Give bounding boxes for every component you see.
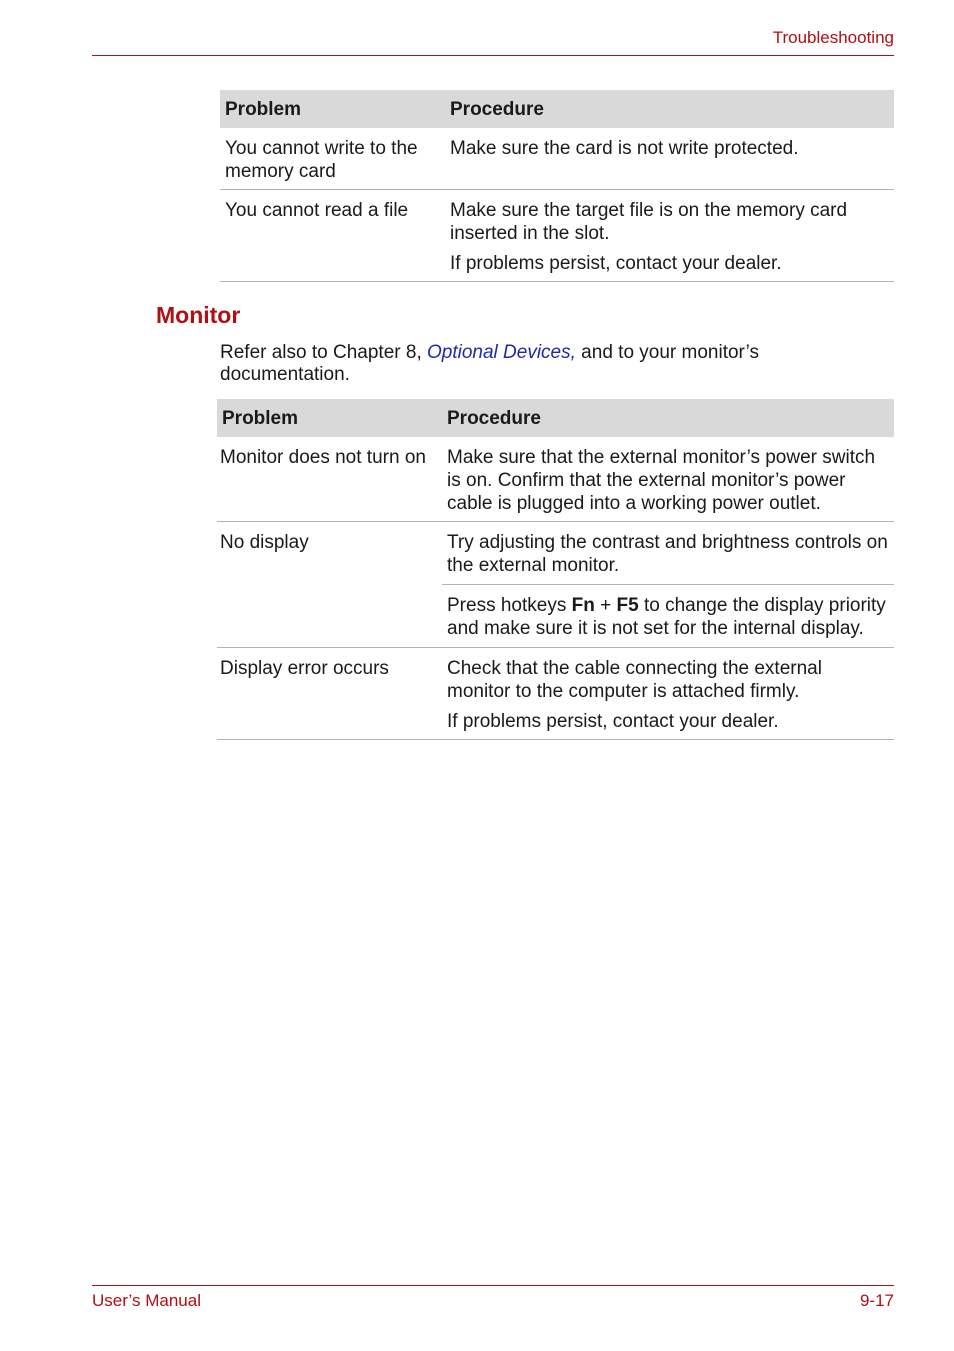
table-row <box>217 522 894 648</box>
procedure-text: If problems persist, contact your dealer. <box>447 711 779 732</box>
intro-text: and to your monitor’s documentation. <box>220 342 759 385</box>
procedure-cell <box>442 437 894 522</box>
procedure-divider <box>442 584 894 640</box>
problem-cell: You cannot read a file <box>220 190 445 282</box>
procedure-text: Try adjusting the contrast and brightness controls on the external monitor. <box>447 532 888 576</box>
column-header-procedure: Procedure <box>445 90 894 128</box>
table-header-row <box>220 90 894 128</box>
procedure-cell <box>445 190 894 282</box>
header-rule <box>92 55 894 56</box>
section-intro-paragraph <box>220 342 880 386</box>
column-header-problem: Problem <box>220 90 445 128</box>
table-row <box>217 648 894 740</box>
procedure-cell <box>442 522 894 648</box>
section-heading-monitor: Monitor <box>156 302 241 328</box>
problem-cell: No display <box>217 522 442 648</box>
procedure-text-hotkey: Press hotkeys Fn + F5 to change the display priority and make sure it is not set for the internal display. <box>447 595 886 639</box>
procedure-text: If problems persist, contact your dealer. <box>450 253 782 274</box>
table-row <box>217 437 894 522</box>
column-header-problem: Problem <box>217 399 442 437</box>
procedure-text: Make sure that the external monitor’s power switch is on. Confirm that the external monitor’s power cable is plugged into a working power outlet. <box>447 447 876 514</box>
f5-key-label: F5 <box>616 595 639 616</box>
monitor-troubleshooting-table <box>217 399 894 740</box>
table-row <box>220 128 894 190</box>
procedure-cell <box>445 128 894 190</box>
table-row <box>220 190 894 282</box>
footer-manual-title: User’s Manual <box>92 1291 201 1310</box>
procedure-text: Make sure the card is not write protected. <box>450 138 799 159</box>
column-header-procedure: Procedure <box>442 399 894 437</box>
procedure-text: Make sure the target file is on the memory card inserted in the slot. <box>450 200 848 244</box>
procedure-text: Check that the cable connecting the external monitor to the computer is attached firmly. <box>447 658 822 702</box>
footer-rule <box>92 1285 894 1286</box>
intro-text: Refer also to Chapter 8, <box>220 342 427 363</box>
problem-cell: Monitor does not turn on <box>217 437 442 522</box>
memory-card-troubleshooting-table <box>220 90 894 282</box>
procedure-cell <box>442 648 894 740</box>
problem-cell: You cannot write to the memory card <box>220 128 445 190</box>
problem-cell: Display error occurs <box>217 648 442 740</box>
fn-key-label: Fn <box>571 595 595 616</box>
optional-devices-link[interactable]: Optional Devices, <box>427 342 576 363</box>
running-header-title: Troubleshooting <box>772 28 894 47</box>
table-header-row <box>217 399 894 437</box>
footer-page-number: 9-17 <box>859 1291 894 1310</box>
